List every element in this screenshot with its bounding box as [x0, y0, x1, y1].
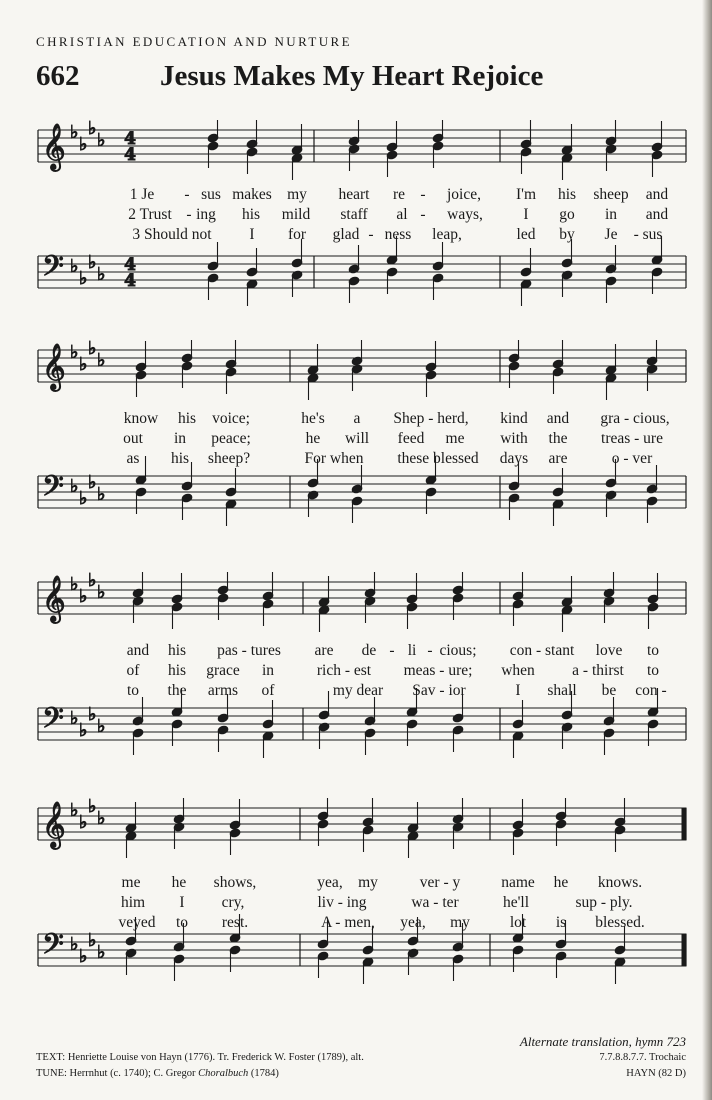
lyric: - sus: [633, 226, 663, 243]
lyric: to: [646, 662, 660, 679]
time-signature: 4: [124, 271, 136, 291]
lyric: a: [353, 410, 361, 427]
lyric: and: [645, 186, 669, 203]
lyric: to: [646, 642, 660, 659]
lyric: -: [186, 206, 192, 223]
tune-credit: [36, 1068, 279, 1079]
treble-clef-icon: 𝄞: [42, 344, 66, 390]
flat-icon: ♭: [79, 354, 88, 375]
flat-icon: ♭: [97, 350, 106, 371]
lyric: mild: [281, 206, 311, 223]
lyric: be: [601, 682, 617, 699]
lyric: lot: [509, 914, 527, 931]
lyric: -: [427, 642, 433, 659]
meter: 7.7.8.8.7.7. Trochaic: [599, 1052, 686, 1063]
lyric: glad: [332, 226, 360, 243]
lyric: when: [501, 662, 535, 679]
flat-icon: ♭: [97, 484, 106, 505]
lyric: wa - ter: [411, 894, 459, 911]
flat-icon: ♭: [70, 342, 79, 363]
lyric: are: [314, 642, 334, 659]
hymn-title: Jesus Makes My Heart Rejoice: [160, 60, 544, 92]
lyric: liv - ing: [317, 894, 367, 911]
lyric: 2 Trust: [128, 206, 172, 223]
lyric: for: [287, 226, 307, 243]
flat-icon: ♭: [88, 120, 97, 139]
lyric: his: [241, 206, 261, 223]
lyric: For when: [304, 450, 364, 467]
lyric: sus: [201, 186, 221, 203]
flat-icon: ♭: [70, 476, 79, 497]
lyric: is: [555, 914, 567, 931]
lyric: blessed.: [595, 914, 645, 931]
lyric: his: [557, 186, 577, 203]
lyric: pas - tures: [217, 642, 281, 659]
lyric: I'm: [515, 186, 537, 203]
lyric: love: [595, 642, 623, 659]
lyric: rest.: [221, 914, 249, 931]
lyric: li: [407, 642, 417, 659]
lyric: his: [170, 450, 190, 467]
lyric: of: [126, 662, 140, 679]
lyric: go: [559, 206, 575, 223]
flat-icon: ♭: [97, 716, 106, 737]
lyric: shall: [547, 682, 577, 699]
lyric: and: [546, 410, 570, 427]
lyric: I: [179, 894, 185, 911]
lyric: in: [261, 662, 275, 679]
lyric: the: [167, 682, 187, 699]
lyric: veyed: [118, 914, 156, 931]
section-heading: CHRISTIAN EDUCATION AND NURTURE: [36, 34, 352, 49]
bass-clef-icon: 𝄢: [42, 250, 64, 290]
lyric: I: [523, 206, 529, 223]
treble-clef-icon: 𝄞: [42, 124, 66, 170]
final-barline: [682, 808, 686, 840]
flat-icon: ♭: [70, 256, 79, 277]
flat-icon: ♭: [97, 808, 106, 829]
lyric: in: [604, 206, 618, 223]
time-signature: 4: [124, 145, 136, 165]
lyric: cry,: [221, 894, 245, 911]
lyric: to: [126, 682, 140, 699]
lyric: rich - est: [316, 662, 372, 679]
text-credit: TEXT: Henriette Louise von Hayn (1776). Tr. Frederick W. Foster (1789), alt.: [36, 1052, 364, 1063]
lyric: his: [167, 642, 187, 659]
lyric: con -: [635, 682, 667, 699]
lyric: he's: [301, 410, 325, 427]
bass-clef-icon: 𝄢: [42, 470, 64, 510]
lyric: out: [123, 430, 143, 447]
lyric: ness: [384, 226, 412, 243]
lyric: to: [175, 914, 189, 931]
lyric: my: [287, 186, 307, 203]
lyric: leap,: [432, 226, 462, 243]
lyric: days: [499, 450, 529, 467]
lyric: feed: [397, 430, 425, 447]
time-signature: 4: [124, 129, 136, 149]
lyric: I: [249, 226, 255, 243]
lyric: ways,: [447, 206, 483, 223]
lyric: my dear: [332, 682, 384, 699]
hymn-number: 662: [36, 60, 80, 92]
time-signature: 4: [124, 255, 136, 275]
lyric: as: [126, 450, 140, 467]
tune-credit-prefix: TUNE: Herrnhut (c. 1740); C. Gregor: [36, 1068, 199, 1079]
flat-icon: ♭: [79, 134, 88, 155]
flat-icon: ♭: [70, 574, 79, 595]
flat-icon: ♭: [88, 340, 97, 359]
lyric: his: [177, 410, 197, 427]
lyric: treas - ure: [601, 430, 663, 447]
lyric: -: [389, 642, 395, 659]
lyric: -: [368, 226, 374, 243]
tune-name: HAYN (82 D): [626, 1068, 686, 1079]
lyric: sup - ply.: [575, 894, 633, 911]
lyric: kind: [500, 410, 528, 427]
lyric: peace;: [211, 430, 251, 447]
bass-clef-icon: 𝄢: [42, 702, 64, 742]
lyric: heart: [338, 186, 370, 203]
lyric: sheep?: [207, 450, 251, 467]
flat-icon: ♭: [97, 942, 106, 963]
treble-clef-icon: 𝄞: [42, 802, 66, 848]
flat-icon: ♭: [79, 586, 88, 607]
lyric: con - stant: [509, 642, 575, 659]
lyric: -: [420, 186, 426, 203]
lyric: these blessed: [397, 450, 479, 467]
lyric: the: [548, 430, 568, 447]
flat-icon: ♭: [79, 812, 88, 833]
lyric: o - ver: [611, 450, 653, 467]
lyric: Sav - ior: [412, 682, 466, 699]
final-barline: [682, 934, 686, 966]
lyric: re: [392, 186, 406, 203]
flat-icon: ♭: [79, 268, 88, 289]
flat-icon: ♭: [79, 720, 88, 741]
lyric: ver - y: [419, 874, 461, 891]
lyric: by: [559, 226, 575, 243]
lyric: led: [516, 226, 536, 243]
lyric: 1 Je: [129, 186, 155, 203]
lyric: me: [121, 874, 141, 891]
tune-credit-suffix: (1784): [248, 1068, 279, 1079]
lyric: he: [171, 874, 187, 891]
lyric: shows,: [213, 874, 257, 891]
lyric: yea,: [400, 914, 426, 931]
lyric: arms: [207, 682, 239, 699]
treble-clef-icon: 𝄞: [42, 576, 66, 622]
lyric: he: [553, 874, 569, 891]
lyric: knows.: [597, 874, 643, 891]
lyric: my: [450, 914, 470, 931]
tune-credit-book: Choralbuch: [198, 1068, 249, 1079]
lyric: I: [515, 682, 521, 699]
lyric: me: [445, 430, 465, 447]
lyric: al: [396, 206, 408, 223]
lyric: my: [358, 874, 378, 891]
flat-icon: ♭: [79, 488, 88, 509]
alternate-translation-note: Alternate translation, hymn 723: [519, 1034, 686, 1049]
flat-icon: ♭: [88, 930, 97, 951]
lyric: he'll: [502, 894, 530, 911]
flat-icon: ♭: [70, 934, 79, 955]
flat-icon: ♭: [88, 572, 97, 591]
staff-svg: [0, 798, 712, 988]
lyric: and: [126, 642, 150, 659]
bass-clef-icon: 𝄢: [42, 928, 64, 968]
lyric: -: [184, 186, 190, 203]
flat-icon: ♭: [97, 130, 106, 151]
lyric: makes: [232, 186, 272, 203]
lyric: -: [420, 206, 426, 223]
music-system-4: [0, 798, 712, 988]
lyric: he: [305, 430, 321, 447]
lyric: a - thirst: [572, 662, 624, 679]
lyric: with: [500, 430, 528, 447]
flat-icon: ♭: [88, 798, 97, 817]
lyric: Shep - herd,: [393, 410, 469, 427]
lyric: yea,: [317, 874, 343, 891]
lyric: know: [123, 410, 159, 427]
lyric: A - men,: [321, 914, 375, 931]
lyric: gra - cious,: [600, 410, 670, 427]
lyric: cious;: [439, 642, 477, 659]
lyric: of: [261, 682, 275, 699]
lyric: his: [167, 662, 187, 679]
flat-icon: ♭: [97, 264, 106, 285]
lyric: Je: [604, 226, 618, 243]
lyric: in: [173, 430, 187, 447]
lyric: ing: [196, 206, 216, 223]
flat-icon: ♭: [79, 946, 88, 967]
flat-icon: ♭: [88, 704, 97, 725]
lyric: him: [120, 894, 146, 911]
lyric: and: [645, 206, 669, 223]
lyric: joice,: [447, 186, 481, 203]
lyric: de: [361, 642, 377, 659]
flat-icon: ♭: [70, 122, 79, 143]
lyric: meas - ure;: [403, 662, 473, 679]
lyric: are: [548, 450, 568, 467]
lyric: will: [344, 430, 370, 447]
flat-icon: ♭: [97, 582, 106, 603]
lyric: 3 Should not: [132, 226, 212, 243]
lyric: name: [501, 874, 535, 891]
flat-icon: ♭: [70, 708, 79, 729]
flat-icon: ♭: [88, 252, 97, 273]
flat-icon: ♭: [70, 800, 79, 821]
lyric: voice;: [212, 410, 250, 427]
lyric: staff: [340, 206, 368, 223]
flat-icon: ♭: [88, 472, 97, 493]
lyric: grace: [206, 662, 240, 679]
lyric: sheep: [593, 186, 629, 203]
